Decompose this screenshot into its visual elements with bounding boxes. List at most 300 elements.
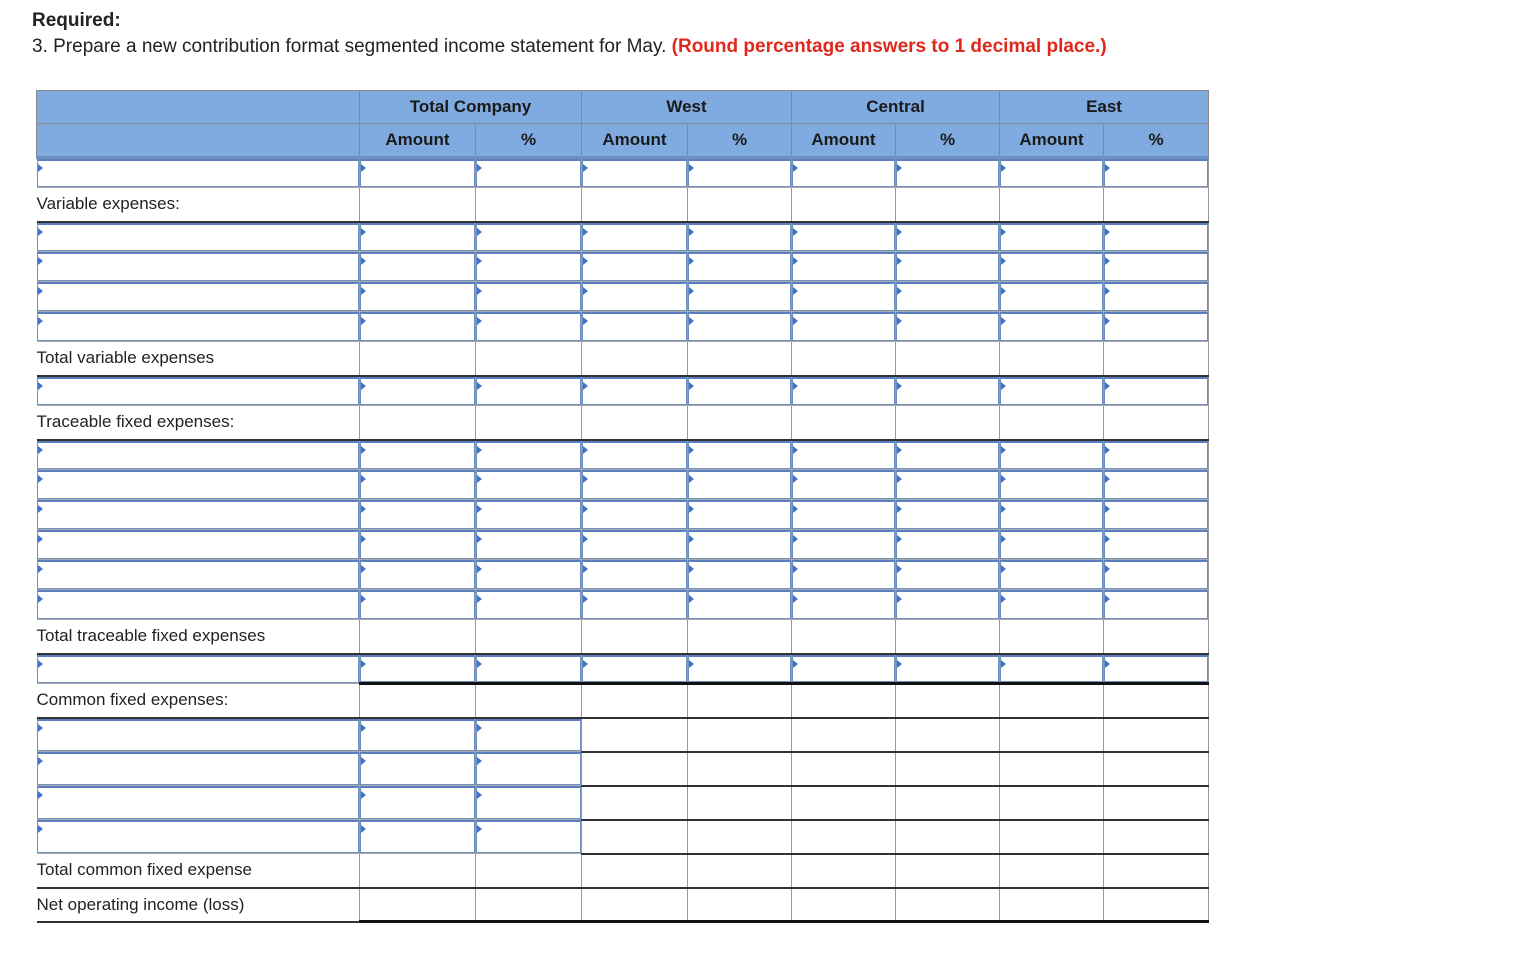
percent-input[interactable] — [896, 377, 999, 406]
amount-input[interactable] — [360, 500, 475, 529]
percent-cell — [896, 312, 1000, 342]
amount-cell — [792, 222, 896, 252]
row-label-input[interactable] — [37, 441, 360, 470]
row-label-input[interactable] — [37, 752, 360, 785]
amount-input[interactable] — [792, 560, 895, 589]
amount-cell — [582, 560, 688, 590]
amount-input[interactable] — [360, 282, 475, 311]
percent-cell — [688, 718, 792, 752]
amount-cell — [1000, 188, 1104, 222]
percent-input[interactable] — [476, 441, 581, 470]
percent-cell — [476, 752, 582, 786]
percent-cell — [688, 312, 792, 342]
amount-cell — [792, 440, 896, 470]
amount-input[interactable] — [360, 252, 475, 281]
amount-cell — [792, 158, 896, 188]
amount-cell — [582, 252, 688, 282]
percent-input[interactable] — [1104, 312, 1208, 341]
amount-input[interactable] — [582, 590, 687, 619]
amount-input[interactable] — [1000, 470, 1103, 499]
percent-cell — [476, 590, 582, 620]
row-label-input-cell — [37, 376, 360, 406]
percent-input[interactable] — [1104, 282, 1208, 311]
amount-cell — [360, 342, 476, 376]
amount-cell — [1000, 470, 1104, 500]
amount-input[interactable] — [582, 441, 687, 470]
percent-input[interactable] — [896, 590, 999, 619]
amount-cell — [1000, 500, 1104, 530]
row-label-input[interactable] — [37, 223, 360, 252]
amount-cell — [792, 654, 896, 684]
percent-cell — [476, 312, 582, 342]
percent-cell — [688, 888, 792, 922]
amount-input[interactable] — [360, 223, 475, 252]
amount-input[interactable] — [792, 223, 895, 252]
row-label: Traceable fixed expenses: — [37, 406, 360, 440]
row-label-input-cell — [37, 440, 360, 470]
subheader-amount: Amount — [792, 124, 896, 158]
amount-input[interactable] — [792, 377, 895, 406]
amount-cell — [360, 684, 476, 718]
row-label: Total variable expenses — [37, 342, 360, 376]
amount-cell — [582, 282, 688, 312]
segment-header-west: West — [582, 91, 792, 124]
amount-cell — [1000, 440, 1104, 470]
amount-input[interactable] — [360, 312, 475, 341]
percent-cell — [688, 854, 792, 888]
amount-cell — [792, 530, 896, 560]
percent-cell — [1104, 620, 1209, 654]
amount-cell — [360, 620, 476, 654]
amount-input[interactable] — [360, 560, 475, 589]
amount-cell — [360, 500, 476, 530]
percent-cell — [896, 752, 1000, 786]
percent-cell — [896, 470, 1000, 500]
percent-input[interactable] — [896, 560, 999, 589]
percent-input[interactable] — [476, 655, 581, 683]
percent-input[interactable] — [896, 500, 999, 529]
amount-cell — [360, 158, 476, 188]
row-label-input[interactable] — [37, 159, 360, 187]
amount-cell — [360, 530, 476, 560]
percent-input[interactable] — [476, 312, 581, 341]
row-label: Variable expenses: — [37, 188, 360, 222]
percent-input[interactable] — [688, 530, 791, 559]
amount-cell — [360, 786, 476, 820]
percent-input[interactable] — [1104, 159, 1208, 187]
percent-cell — [896, 654, 1000, 684]
row-label-input[interactable] — [37, 719, 360, 752]
percent-cell — [1104, 590, 1209, 620]
amount-input[interactable] — [1000, 159, 1103, 187]
amount-cell — [1000, 684, 1104, 718]
percent-input[interactable] — [896, 252, 999, 281]
percent-cell — [688, 222, 792, 252]
percent-cell — [476, 560, 582, 590]
percent-input[interactable] — [476, 377, 581, 406]
percent-input[interactable] — [688, 159, 791, 187]
amount-input[interactable] — [1000, 282, 1103, 311]
percent-input[interactable] — [476, 282, 581, 311]
percent-cell — [476, 684, 582, 718]
amount-input[interactable] — [792, 312, 895, 341]
percent-cell — [1104, 500, 1209, 530]
amount-cell — [582, 590, 688, 620]
percent-input[interactable] — [476, 820, 581, 853]
amount-input[interactable] — [1000, 441, 1103, 470]
segment-header-central: Central — [792, 91, 1000, 124]
amount-input[interactable] — [360, 441, 475, 470]
percent-cell — [688, 654, 792, 684]
amount-input[interactable] — [792, 441, 895, 470]
percent-cell — [688, 342, 792, 376]
percent-cell — [476, 820, 582, 854]
percent-input[interactable] — [1104, 252, 1208, 281]
row-label-input-cell — [37, 252, 360, 282]
amount-input[interactable] — [792, 500, 895, 529]
amount-cell — [582, 786, 688, 820]
percent-cell — [476, 282, 582, 312]
amount-input[interactable] — [360, 159, 475, 187]
percent-input[interactable] — [1104, 223, 1208, 252]
percent-input[interactable] — [1104, 377, 1208, 406]
amount-input[interactable] — [582, 159, 687, 187]
amount-cell — [1000, 854, 1104, 888]
row-label: Total common fixed expense — [37, 854, 360, 888]
percent-input[interactable] — [476, 500, 581, 529]
percent-input[interactable] — [896, 223, 999, 252]
percent-input[interactable] — [1104, 470, 1208, 499]
amount-input[interactable] — [792, 159, 895, 187]
row-label-input[interactable] — [37, 530, 360, 559]
amount-input[interactable] — [792, 252, 895, 281]
row-label-input-cell — [37, 786, 360, 820]
percent-cell — [1104, 188, 1209, 222]
amount-input[interactable] — [360, 377, 475, 406]
percent-cell — [896, 684, 1000, 718]
percent-cell — [476, 376, 582, 406]
percent-input[interactable] — [1104, 590, 1208, 619]
amount-cell — [1000, 406, 1104, 440]
percent-cell — [896, 500, 1000, 530]
amount-input[interactable] — [582, 312, 687, 341]
row-label-input[interactable] — [37, 252, 360, 281]
amount-cell — [582, 500, 688, 530]
amount-cell — [1000, 312, 1104, 342]
row-label-input-cell — [37, 158, 360, 188]
row-label-input[interactable] — [37, 500, 360, 529]
amount-cell — [792, 854, 896, 888]
percent-input[interactable] — [1104, 441, 1208, 470]
percent-input[interactable] — [688, 223, 791, 252]
percent-cell — [688, 620, 792, 654]
amount-input[interactable] — [1000, 377, 1103, 406]
percent-cell — [896, 620, 1000, 654]
amount-input[interactable] — [582, 282, 687, 311]
amount-cell — [792, 376, 896, 406]
percent-input[interactable] — [688, 441, 791, 470]
amount-cell — [792, 500, 896, 530]
table-row — [37, 560, 1209, 590]
percent-input[interactable] — [688, 470, 791, 499]
percent-cell — [476, 222, 582, 252]
percent-cell — [688, 500, 792, 530]
percent-cell — [896, 888, 1000, 922]
percent-cell — [476, 470, 582, 500]
amount-cell — [792, 786, 896, 820]
percent-input[interactable] — [688, 252, 791, 281]
amount-cell — [582, 158, 688, 188]
percent-input[interactable] — [688, 312, 791, 341]
percent-input[interactable] — [1104, 655, 1208, 683]
percent-input[interactable] — [476, 590, 581, 619]
amount-cell — [360, 188, 476, 222]
table-row — [37, 500, 1209, 530]
subheader-blank — [37, 124, 360, 158]
percent-cell — [476, 342, 582, 376]
amount-cell — [582, 188, 688, 222]
row-label-input[interactable] — [37, 312, 360, 341]
percent-cell — [688, 820, 792, 854]
amount-cell — [360, 718, 476, 752]
amount-input[interactable] — [360, 655, 475, 683]
amount-input[interactable] — [582, 252, 687, 281]
amount-input[interactable] — [582, 560, 687, 589]
percent-cell — [1104, 158, 1209, 188]
percent-cell — [1104, 654, 1209, 684]
percent-cell — [896, 188, 1000, 222]
table-row — [37, 158, 1209, 188]
table-row — [37, 752, 1209, 786]
percent-input[interactable] — [688, 377, 791, 406]
table-row — [37, 718, 1209, 752]
percent-input[interactable] — [896, 441, 999, 470]
percent-cell — [1104, 530, 1209, 560]
percent-input[interactable] — [1104, 560, 1208, 589]
instruction-body: 3. Prepare a new contribution format segmented income statement for May. — [32, 36, 667, 57]
amount-input[interactable] — [582, 470, 687, 499]
row-label-input[interactable] — [37, 820, 360, 853]
row-label-input-cell — [37, 654, 360, 684]
percent-cell — [896, 854, 1000, 888]
percent-cell — [1104, 684, 1209, 718]
amount-cell — [1000, 654, 1104, 684]
percent-cell — [688, 470, 792, 500]
table-row — [37, 854, 1209, 888]
percent-input[interactable] — [896, 655, 999, 683]
percent-cell — [1104, 888, 1209, 922]
amount-cell — [1000, 888, 1104, 922]
amount-cell — [1000, 620, 1104, 654]
percent-input[interactable] — [476, 470, 581, 499]
rounding-note: (Round percentage answers to 1 decimal place.) — [671, 36, 1107, 57]
percent-cell — [1104, 820, 1209, 854]
amount-cell — [792, 252, 896, 282]
table-row — [37, 684, 1209, 718]
amount-input[interactable] — [1000, 223, 1103, 252]
percent-input[interactable] — [688, 655, 791, 683]
percent-input[interactable] — [688, 500, 791, 529]
percent-input[interactable] — [476, 159, 581, 187]
row-label-input-cell — [37, 500, 360, 530]
percent-cell — [476, 786, 582, 820]
percent-cell — [688, 188, 792, 222]
amount-cell — [792, 590, 896, 620]
percent-cell — [688, 440, 792, 470]
table-row — [37, 888, 1209, 922]
table-row — [37, 786, 1209, 820]
row-label: Total traceable fixed expenses — [37, 620, 360, 654]
percent-cell — [1104, 376, 1209, 406]
percent-cell — [688, 752, 792, 786]
amount-cell — [1000, 158, 1104, 188]
amount-input[interactable] — [792, 590, 895, 619]
amount-input[interactable] — [360, 470, 475, 499]
amount-cell — [360, 590, 476, 620]
percent-input[interactable] — [896, 282, 999, 311]
amount-input[interactable] — [1000, 312, 1103, 341]
percent-cell — [688, 560, 792, 590]
percent-input[interactable] — [1104, 530, 1208, 559]
amount-input[interactable] — [360, 820, 475, 853]
row-label-input-cell — [37, 820, 360, 854]
row-label-input-cell — [37, 752, 360, 786]
subheader-percent: % — [1104, 124, 1209, 158]
amount-input[interactable] — [582, 500, 687, 529]
amount-input[interactable] — [582, 530, 687, 559]
table-row — [37, 222, 1209, 252]
amount-input[interactable] — [792, 655, 895, 683]
table-row — [37, 342, 1209, 376]
amount-cell — [360, 406, 476, 440]
amount-input[interactable] — [1000, 252, 1103, 281]
subheader-percent: % — [476, 124, 582, 158]
percent-cell — [476, 252, 582, 282]
percent-input[interactable] — [896, 530, 999, 559]
percent-cell — [476, 188, 582, 222]
row-label-input[interactable] — [37, 377, 360, 406]
row-label-input[interactable] — [37, 470, 360, 499]
table-row — [37, 312, 1209, 342]
percent-input[interactable] — [476, 786, 581, 819]
row-label-input-cell — [37, 560, 360, 590]
percent-input[interactable] — [1104, 500, 1208, 529]
table-row — [37, 406, 1209, 440]
amount-cell — [360, 752, 476, 786]
percent-cell — [896, 718, 1000, 752]
amount-cell — [360, 470, 476, 500]
amount-input[interactable] — [792, 470, 895, 499]
row-label-input[interactable] — [37, 590, 360, 619]
percent-cell — [1104, 718, 1209, 752]
percent-input[interactable] — [476, 752, 581, 785]
percent-input[interactable] — [476, 719, 581, 752]
amount-cell — [1000, 820, 1104, 854]
amount-input[interactable] — [1000, 590, 1103, 619]
amount-input[interactable] — [582, 377, 687, 406]
amount-cell — [1000, 590, 1104, 620]
percent-cell — [476, 888, 582, 922]
percent-input[interactable] — [896, 159, 999, 187]
subheader-amount: Amount — [360, 124, 476, 158]
amount-cell — [792, 188, 896, 222]
row-label-input[interactable] — [37, 560, 360, 589]
amount-cell — [582, 222, 688, 252]
percent-cell — [1104, 282, 1209, 312]
segment-header-east: East — [1000, 91, 1209, 124]
amount-cell — [1000, 222, 1104, 252]
percent-input[interactable] — [476, 530, 581, 559]
percent-cell — [896, 282, 1000, 312]
amount-input[interactable] — [360, 590, 475, 619]
percent-input[interactable] — [476, 252, 581, 281]
percent-input[interactable] — [476, 560, 581, 589]
amount-cell — [792, 684, 896, 718]
amount-cell — [582, 752, 688, 786]
amount-input[interactable] — [1000, 530, 1103, 559]
amount-cell — [1000, 718, 1104, 752]
amount-cell — [792, 342, 896, 376]
percent-input[interactable] — [688, 560, 791, 589]
percent-cell — [1104, 470, 1209, 500]
amount-input[interactable] — [792, 530, 895, 559]
amount-input[interactable] — [1000, 560, 1103, 589]
percent-cell — [896, 158, 1000, 188]
amount-input[interactable] — [582, 223, 687, 252]
amount-cell — [360, 654, 476, 684]
percent-input[interactable] — [896, 470, 999, 499]
percent-input[interactable] — [688, 282, 791, 311]
amount-cell — [582, 312, 688, 342]
percent-cell — [688, 530, 792, 560]
row-label-input[interactable] — [37, 786, 360, 819]
row-label-input-cell — [37, 530, 360, 560]
percent-input[interactable] — [896, 312, 999, 341]
table-row — [37, 590, 1209, 620]
amount-input[interactable] — [1000, 500, 1103, 529]
amount-input[interactable] — [360, 786, 475, 819]
amount-cell — [360, 440, 476, 470]
amount-cell — [792, 406, 896, 440]
percent-cell — [896, 342, 1000, 376]
amount-cell — [582, 440, 688, 470]
percent-cell — [1104, 440, 1209, 470]
amount-cell — [1000, 530, 1104, 560]
amount-input[interactable] — [582, 655, 687, 683]
header-blank — [37, 91, 360, 124]
amount-input[interactable] — [360, 752, 475, 785]
percent-cell — [688, 252, 792, 282]
required-heading: Required: — [32, 10, 121, 31]
amount-cell — [582, 530, 688, 560]
percent-input[interactable] — [476, 223, 581, 252]
amount-input[interactable] — [792, 282, 895, 311]
table-row — [37, 252, 1209, 282]
percent-cell — [688, 376, 792, 406]
amount-cell — [792, 470, 896, 500]
amount-input[interactable] — [360, 530, 475, 559]
amount-cell — [360, 282, 476, 312]
row-label-input[interactable] — [37, 655, 360, 684]
amount-cell — [360, 888, 476, 922]
row-label-input[interactable] — [37, 282, 360, 311]
percent-cell — [688, 158, 792, 188]
amount-cell — [582, 718, 688, 752]
amount-input[interactable] — [360, 719, 475, 752]
percent-input[interactable] — [688, 590, 791, 619]
amount-cell — [792, 752, 896, 786]
amount-input[interactable] — [1000, 655, 1103, 683]
